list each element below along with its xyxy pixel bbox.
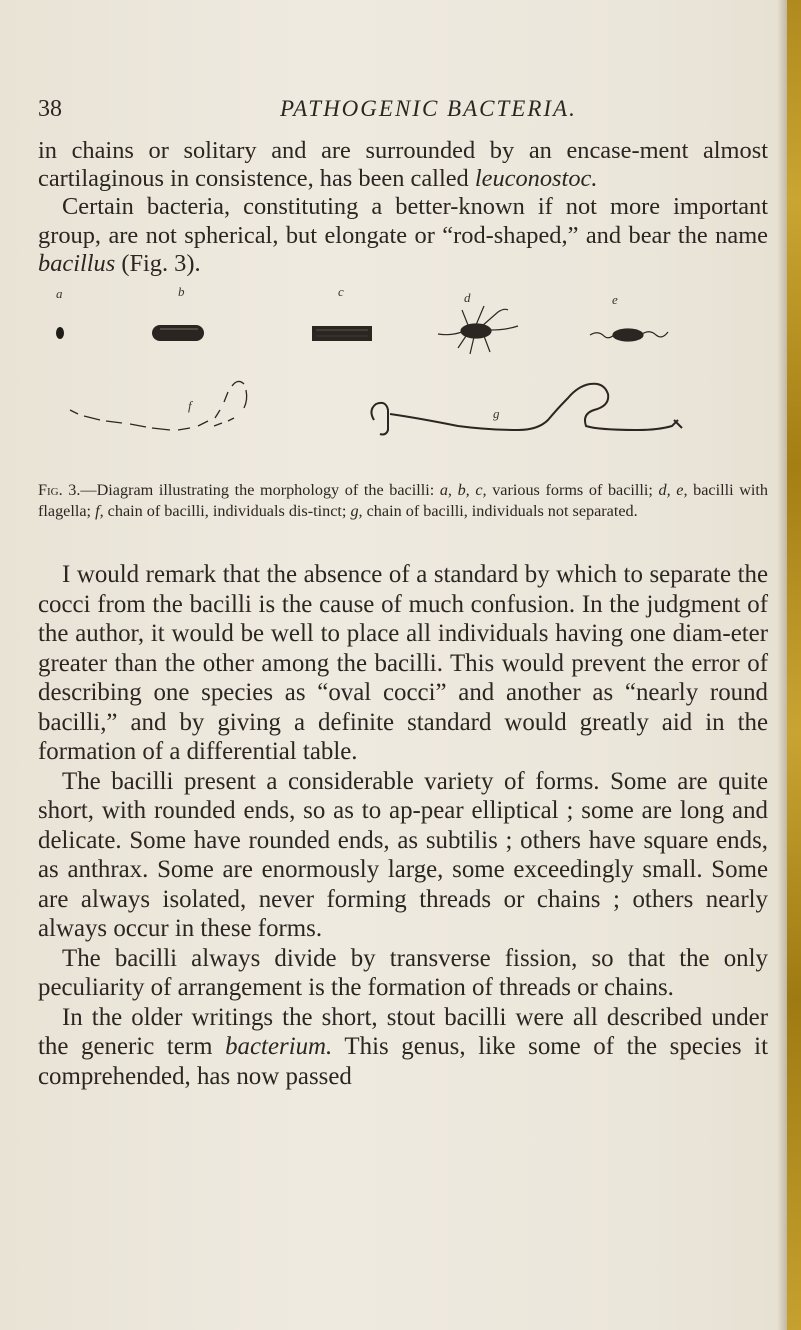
figure-bacilli-diagram [38, 280, 768, 485]
page-number: 38 [38, 96, 62, 122]
page-gilt-edge [787, 0, 801, 1330]
body-text-block [38, 560, 768, 1091]
fig-label-g: g [493, 406, 500, 421]
bacillus-a-shape [56, 327, 64, 339]
paragraph-text: Certain bacteria, constituting a better-known if not more important group, are not spherical, but elongate or “rod-shaped,” and bear the name [38, 193, 768, 249]
bacilli-morphology-svg [38, 280, 768, 485]
caption-text: various forms of bacilli; [486, 481, 659, 499]
caption-italic-g: g, [350, 502, 363, 520]
italic-term-bacillus: bacillus [38, 249, 116, 277]
fig-label-d: d [464, 290, 471, 305]
figure-caption [38, 480, 768, 522]
paragraph-text: This genus, like some of the species it comprehended, has now passed [38, 1033, 768, 1090]
caption-text: —Diagram illustrating the morphology of the bacilli: [80, 481, 440, 499]
caption-text: bacilli with flagella; [38, 481, 768, 520]
paragraph-bacterium [38, 1003, 768, 1092]
paragraph-text: (Fig. 3). [115, 249, 201, 277]
page-header [38, 96, 778, 130]
caption-italic-de: d, e, [658, 481, 688, 499]
bacillus-d-flagellated [438, 306, 518, 354]
bacillus-e-flagellated [590, 329, 668, 341]
caption-text: chain of bacilli, individuals dis-tinct; [103, 502, 351, 520]
paragraph-leuconostoc [38, 137, 768, 193]
paragraph-fission: The bacilli always divide by transverse fission, so that the only peculiarity of arrangement is the formation of threads or chains. [38, 944, 768, 1001]
fig-label-a: a [56, 286, 63, 301]
fig-label-e: e [612, 292, 618, 307]
bacilli-chain-f [70, 381, 247, 430]
top-text-block [38, 137, 768, 278]
caption-italic-f: f, [95, 502, 104, 520]
italic-term-bacterium: bacterium. [225, 1033, 333, 1060]
bacillus-b-shape [152, 325, 204, 341]
paragraph-text: In the older writings the short, stout bacilli were all described under the generic term [38, 1003, 768, 1060]
italic-term-leuconostoc: leuconostoc. [474, 165, 598, 193]
bacillus-c-shape [312, 326, 372, 341]
fig-label-b: b [178, 284, 185, 299]
fig-label-c: c [338, 284, 344, 299]
page-edge-shadow [777, 0, 787, 1330]
paragraph-text: in chains or solitary and are surrounded by an encase-ment almost cartilaginous in consistence, has been called [38, 137, 768, 193]
running-head: PATHOGENIC BACTERIA. [280, 96, 577, 121]
bacilli-chain-g [371, 384, 682, 435]
paragraph-forms: The bacilli present a considerable variety of forms. Some are quite short, with rounded ends, so as to ap-pear elliptical ; some are long and delicate. Some have rounded ends, as subtilis ; others have square ends, as anthrax. Some are enormously large, some exceedingly small. Some are always isolated, never forming threads or chains ; others nearly always occur in these forms. [38, 767, 768, 942]
caption-text: chain of bacilli, individuals not separated. [362, 502, 638, 520]
caption-fig-label: Fig. 3. [38, 481, 81, 499]
paragraph-standard: I would remark that the absence of a standard by which to separate the cocci from the bacilli is the cause of much confusion. In the judgment of the author, it would be well to place all individuals having one diam-eter greater than the other among the bacilli. This would prevent the error of describing one species as “oval cocci” and another as “nearly round bacilli,” and by giving a definite standard would greatly aid in the formation of a differential table. [38, 561, 768, 765]
fig-label-f: f [188, 398, 192, 413]
caption-italic-abc: a, b, c, [439, 481, 487, 499]
paragraph-bacillus [38, 193, 768, 278]
